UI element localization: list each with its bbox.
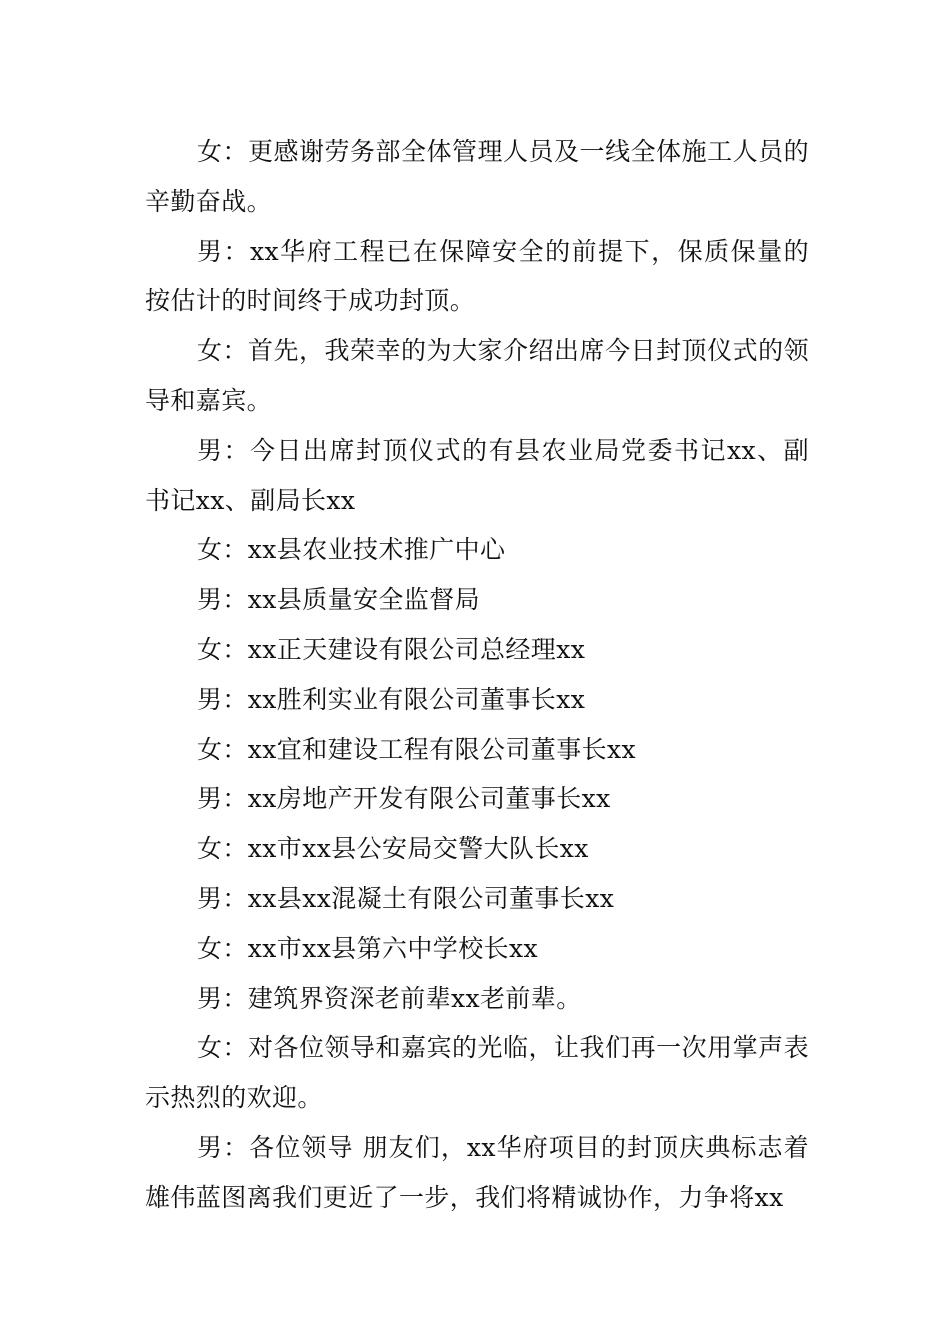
- paragraph: 男：xx胜利实业有限公司董事长xx: [197, 684, 586, 714]
- paragraph: 男：xx县质量安全监督局: [197, 585, 480, 615]
- paragraph: 男：xx华府工程已在保障安全的前提下，保质保量的按估计的时间终于成功封顶。: [145, 236, 809, 316]
- paragraph: 女：首先，我荣幸的为大家介绍出席今日封顶仪式的领导和嘉宾。: [145, 336, 809, 415]
- paragraph: 女：xx宜和建设工程有限公司董事长xx: [197, 734, 636, 764]
- paragraph: 男：今日出席封顶仪式的有县农业局党委书记xx、副书记xx、副局长xx: [145, 435, 809, 515]
- paragraph: 女：xx正天建设有限公司总经理xx: [197, 634, 586, 664]
- paragraph: 女：xx市xx县公安局交警大队长xx: [197, 834, 589, 864]
- paragraph: 女：对各位领导和嘉宾的光临，让我们再一次用掌声表示热烈的欢迎。: [145, 1033, 809, 1113]
- paragraph: 女：xx县农业技术推广中心: [197, 535, 506, 565]
- paragraph: 男：各位领导 朋友们，xx华府项目的封顶庆典标志着雄伟蓝图离我们更近了一步，我们将精诚协作，力争将xx: [145, 1132, 809, 1212]
- paragraph: 女：xx市xx县第六中学校长xx: [197, 933, 538, 963]
- paragraph: 男：xx房地产开发有限公司董事长xx: [197, 784, 611, 814]
- document-body: [145, 127, 809, 1223]
- paragraph: 男：建筑界资深老前辈xx老前辈。: [197, 983, 582, 1013]
- paragraph: 男：xx县xx混凝土有限公司董事长xx: [197, 883, 615, 913]
- paragraph: 女：更感谢劳务部全体管理人员及一线全体施工人员的辛勤奋战。: [145, 137, 809, 216]
